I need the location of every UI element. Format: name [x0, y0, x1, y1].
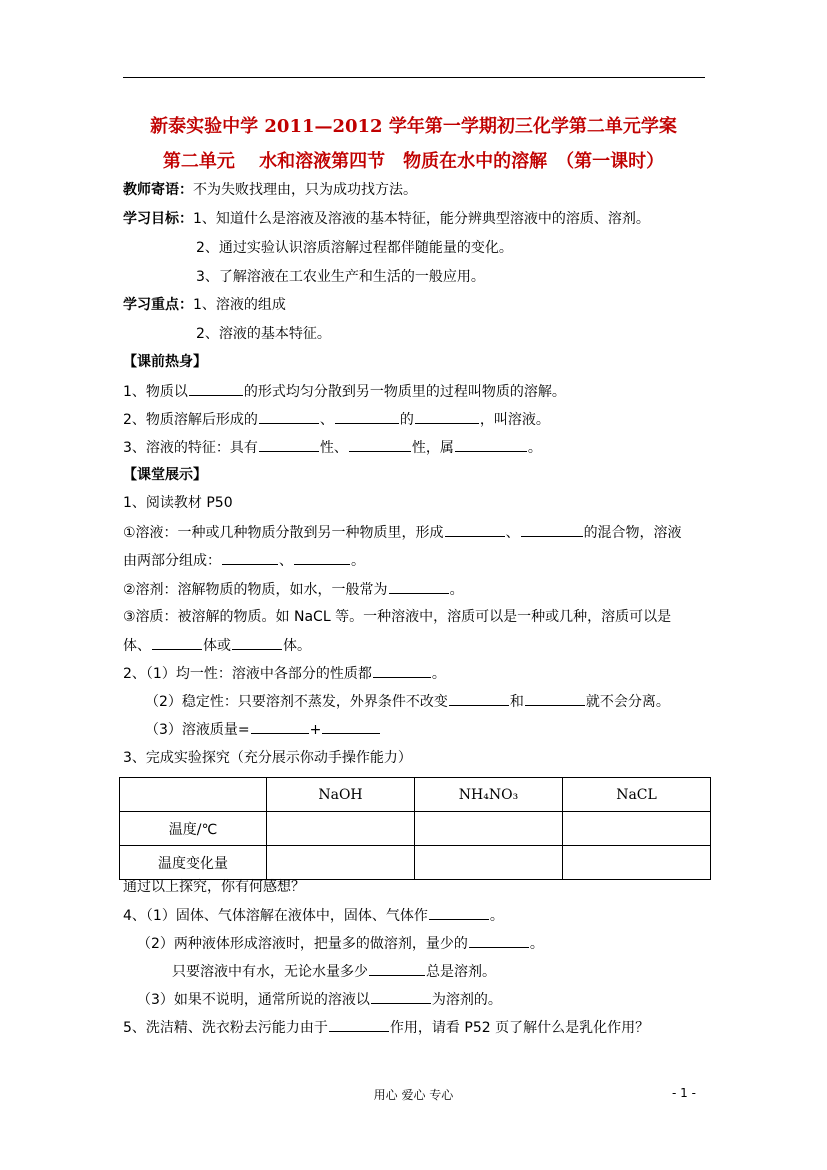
- document-title: 新泰实验中学 2011—2012 学年第一学期初三化学第二单元学案: [150, 116, 677, 137]
- s3-text-d: 体。: [283, 638, 311, 654]
- blank[interactable]: [389, 580, 449, 594]
- s2-text-a: ②溶剂：溶解物质的物质，如水，一般常为: [123, 582, 388, 598]
- page-number: - 1 -: [672, 1086, 696, 1100]
- blank[interactable]: [259, 438, 319, 452]
- goal-3: 3、了解溶液在工农业生产和生活的一般应用。: [196, 269, 485, 285]
- table-cell[interactable]: [415, 812, 563, 846]
- solute-solvent-2: [137, 934, 544, 953]
- p4-text-f: 总是溶剂。: [426, 964, 496, 980]
- solution-mass: [145, 720, 381, 739]
- blank[interactable]: [259, 410, 319, 424]
- p2-text-d: 和: [509, 694, 524, 710]
- blank[interactable]: [294, 551, 350, 565]
- table-row: [120, 846, 711, 880]
- table-header-cell: NaOH: [267, 778, 415, 812]
- s1-text-b: 、: [505, 525, 520, 541]
- reflection-question: 通过以上探究，你有何感想？: [123, 879, 305, 895]
- q2-text-c: 的: [399, 412, 414, 428]
- p5-text-b: 作用，请看 P52 页了解什么是乳化作用？: [389, 1020, 650, 1036]
- focus-1: 1、溶液的组成: [193, 297, 286, 313]
- emulsification-question: [123, 1018, 649, 1037]
- q2-text-b: 、: [319, 412, 334, 428]
- row-label-temperature: 温度/℃: [120, 812, 267, 846]
- focus-label: 学习重点：: [123, 297, 193, 313]
- p2-text-g: +: [309, 722, 322, 738]
- q3-text-b: 性、: [319, 440, 348, 456]
- teacher-message: [123, 181, 417, 199]
- blank[interactable]: [415, 410, 479, 424]
- s1-text-e: 、: [279, 553, 293, 569]
- table-row: [120, 812, 711, 846]
- teacher-label: 教师寄语：: [123, 182, 193, 198]
- footer-motto: 用心 爱心 专心: [373, 1088, 454, 1102]
- uniformity: [123, 664, 446, 683]
- warmup-q2: [123, 410, 550, 429]
- p2-text-b: 。: [431, 666, 446, 682]
- table-cell[interactable]: [563, 812, 711, 846]
- table-header-cell: [120, 778, 267, 812]
- learning-focus: [123, 296, 286, 314]
- solution-components: [123, 551, 365, 570]
- experiment-instruction: 3、完成实验探究（充分展示你动手操作能力）: [123, 750, 412, 766]
- table-cell[interactable]: [267, 812, 415, 846]
- warmup-q3: [123, 438, 542, 457]
- p4-text-c: （2）两种液体形成溶液时，把量多的做溶剂，量少的: [137, 936, 468, 952]
- header-rule: [123, 77, 705, 78]
- stability: [145, 692, 670, 711]
- blank[interactable]: [251, 720, 309, 734]
- table-cell[interactable]: [563, 846, 711, 880]
- blank[interactable]: [329, 1018, 389, 1032]
- table-header-cell: NaCL: [563, 778, 711, 812]
- p2-text-c: （2）稳定性：只要溶剂不蒸发，外界条件不改变: [145, 694, 448, 710]
- q1-text-a: 1、物质以: [123, 384, 188, 400]
- blank[interactable]: [521, 523, 583, 537]
- blank[interactable]: [445, 523, 505, 537]
- q2-text-a: 2、物质溶解后形成的: [123, 412, 258, 428]
- blank[interactable]: [429, 906, 489, 920]
- p2-text-f: （3）溶液质量=: [145, 722, 250, 738]
- class-heading: 【课堂展示】: [123, 467, 207, 483]
- q3-text-d: 。: [527, 440, 542, 456]
- q3-text-c: 性，属: [411, 440, 454, 456]
- p4-text-a: 4、（1）固体、气体溶解在液体中，固体、气体作: [123, 908, 428, 924]
- solution-definition: [123, 523, 682, 542]
- teacher-text: 不为失败找理由，只为成功找方法。: [193, 182, 417, 198]
- warmup-heading: 【课前热身】: [123, 354, 207, 370]
- blank[interactable]: [449, 692, 509, 706]
- table-cell[interactable]: [267, 846, 415, 880]
- section-title: 第二单元 水和溶液第四节 物质在水中的溶解 （第一课时）: [162, 151, 665, 172]
- table-cell[interactable]: [415, 846, 563, 880]
- p4-text-g: （3）如果不说明，通常所说的溶液以: [137, 992, 370, 1008]
- p4-text-d: 。: [529, 936, 544, 952]
- q2-text-d: ，叫溶液。: [479, 412, 550, 428]
- p2-text-a: 2、（1）均一性：溶液中各部分的性质都: [123, 666, 372, 682]
- s1-text-f: 。: [351, 553, 365, 569]
- blank[interactable]: [469, 934, 529, 948]
- q1-text-b: 的形式均匀分散到另一物质里的过程叫物质的溶解。: [243, 384, 566, 400]
- s3-text-c: 体或: [203, 638, 231, 654]
- learning-goals: [123, 210, 650, 228]
- blank[interactable]: [371, 990, 431, 1004]
- solute-solvent-1: [123, 906, 504, 925]
- s2-text-b: 。: [449, 582, 464, 598]
- blank[interactable]: [369, 962, 425, 976]
- s1-text-c: 的混合物，溶液: [583, 525, 682, 541]
- solute-definition: ③溶质：被溶解的物质。如 NaCL 等。一种溶液中，溶质可以是一种或几种，溶质可以是: [123, 609, 672, 625]
- solute-states: [123, 636, 311, 655]
- s1-text-d: 由两部分组成：: [123, 553, 221, 569]
- table-header-cell: NH₄NO₃: [415, 778, 563, 812]
- solvent-definition: [123, 580, 464, 599]
- table-header-row: [120, 778, 711, 812]
- warmup-q1: [123, 382, 566, 401]
- blank[interactable]: [373, 664, 431, 678]
- blank[interactable]: [455, 438, 527, 452]
- blank[interactable]: [525, 692, 585, 706]
- experiment-table: [119, 777, 711, 880]
- s1-text-a: ①溶液：一种或几种物质分散到另一种物质里，形成: [123, 525, 444, 541]
- solute-solvent-3: [137, 990, 502, 1009]
- row-label-temperature-change: 温度变化量: [120, 846, 267, 880]
- water-solvent: [172, 962, 496, 981]
- p4-text-h: 为溶剂的。: [431, 992, 502, 1008]
- s3-text-b: 体、: [123, 638, 151, 654]
- blank[interactable]: [152, 636, 202, 650]
- blank[interactable]: [222, 551, 278, 565]
- focus-2: 2、溶液的基本特征。: [196, 326, 331, 342]
- goal-1: 1、知道什么是溶液及溶液的基本特征，能分辨典型溶液中的溶质、溶剂。: [193, 211, 650, 227]
- goal-2: 2、通过实验认识溶质溶解过程都伴随能量的变化。: [196, 240, 513, 256]
- read-textbook: 1、阅读教材 P50: [123, 495, 233, 511]
- blank[interactable]: [335, 410, 399, 424]
- p4-text-b: 。: [489, 908, 504, 924]
- q3-text-a: 3、溶液的特征：具有: [123, 440, 258, 456]
- blank[interactable]: [349, 438, 411, 452]
- p5-text-a: 5、洗洁精、洗衣粉去污能力由于: [123, 1020, 328, 1036]
- blank[interactable]: [232, 636, 282, 650]
- p2-text-e: 就不会分离。: [585, 694, 670, 710]
- blank[interactable]: [189, 382, 243, 396]
- p4-text-e: 只要溶液中有水，无论水量多少: [172, 964, 368, 980]
- goals-label: 学习目标：: [123, 211, 193, 227]
- blank[interactable]: [322, 720, 380, 734]
